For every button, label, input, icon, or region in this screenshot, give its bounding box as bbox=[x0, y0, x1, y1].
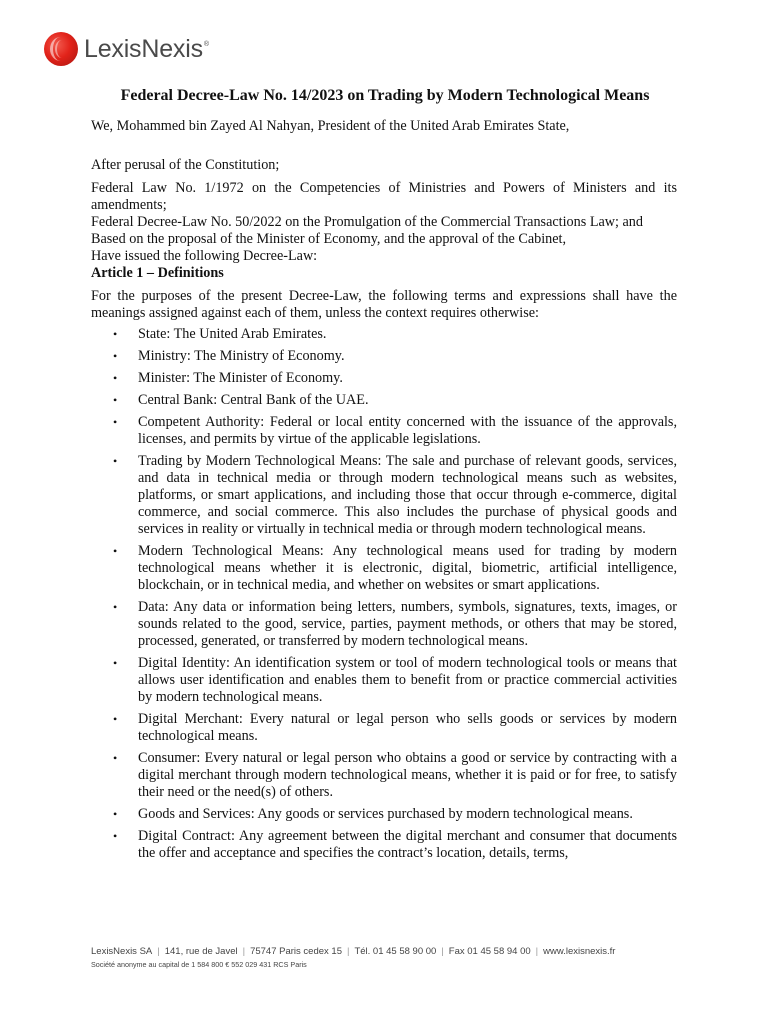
logo-registered-mark: ® bbox=[203, 41, 210, 48]
bullet-icon: • bbox=[113, 751, 118, 765]
definition-text: Modern Technological Means: Any technological means used for trading by modern technological means whether it is electronic, digital, biometric, artificial intelligence, blockchain, or in technical media, and whether on websites or smart applications. bbox=[138, 543, 677, 593]
footer-city: 75747 Paris cedex 15 bbox=[250, 946, 342, 957]
proposal-line: Based on the proposal of the Minister of Economy, and the approval of the Cabinet, bbox=[91, 231, 567, 247]
document-body bbox=[91, 86, 677, 867]
definition-item bbox=[91, 828, 677, 862]
footer-separator: | bbox=[441, 946, 444, 957]
lexisnexis-logo bbox=[44, 31, 209, 67]
definition-item bbox=[91, 392, 677, 409]
footer-separator: | bbox=[242, 946, 246, 957]
issued-line: Have issued the following Decree-Law: bbox=[91, 248, 318, 264]
bullet-icon: • bbox=[113, 829, 118, 843]
definition-item bbox=[91, 543, 677, 594]
definition-text: Digital Contract: Any agreement between the digital merchant and consumer that documents the offer and acceptance and specifies the contract’s location, details, terms, bbox=[138, 828, 677, 861]
definition-text: Goods and Services: Any goods or services purchased by modern technological means. bbox=[138, 806, 633, 822]
preamble: We, Mohammed bin Zayed Al Nahyan, President of the United Arab Emirates State, bbox=[91, 118, 570, 134]
definition-text: Minister: The Minister of Economy. bbox=[138, 370, 343, 386]
bullet-icon: • bbox=[113, 656, 118, 670]
lexisnexis-logo-mark-icon bbox=[44, 32, 78, 66]
definition-item bbox=[91, 414, 677, 448]
bullet-icon: • bbox=[113, 415, 118, 429]
definition-item bbox=[91, 326, 677, 343]
definitions-list bbox=[91, 326, 677, 862]
footer-company: LexisNexis SA bbox=[91, 946, 153, 957]
legal-reference-2: Federal Decree-Law No. 50/2022 on the Promulgation of the Commercial Transactions Law; and bbox=[91, 214, 643, 230]
bullet-icon: • bbox=[113, 712, 118, 726]
bullet-icon: • bbox=[113, 393, 118, 407]
bullet-icon: • bbox=[113, 349, 118, 363]
definition-item bbox=[91, 806, 677, 823]
definition-item bbox=[91, 750, 677, 801]
definition-item bbox=[91, 348, 677, 365]
definition-item bbox=[91, 599, 677, 650]
footer-legal-line: Société anonyme au capital de 1 584 800 € 552 029 431 RCS Paris bbox=[91, 960, 307, 969]
definition-text: Data: Any data or information being letters, numbers, symbols, signatures, texts, images, or sounds related to the good, service, parties, payment methods, or others that may be stored, processed, generated, or transferred by modern technological means. bbox=[138, 599, 677, 649]
footer-address: 141, rue de Javel bbox=[164, 946, 238, 957]
definition-text: Central Bank: Central Bank of the UAE. bbox=[138, 392, 369, 408]
bullet-icon: • bbox=[113, 544, 118, 558]
definition-item bbox=[91, 453, 677, 538]
page-footer bbox=[91, 946, 691, 969]
footer-contact-line bbox=[91, 946, 691, 957]
definition-item bbox=[91, 370, 677, 387]
definition-item bbox=[91, 711, 677, 745]
definition-item bbox=[91, 655, 677, 706]
legal-reference-1: Federal Law No. 1/1972 on the Competencies of Ministries and Powers of Ministers and its amendments; bbox=[91, 180, 677, 213]
document-title: Federal Decree-Law No. 14/2023 on Trading by Modern Technological Means bbox=[120, 87, 650, 104]
footer-website-link[interactable]: www.lexisnexis.fr bbox=[543, 946, 616, 957]
bullet-icon: • bbox=[113, 327, 118, 341]
perusal-line: After perusal of the Constitution; bbox=[91, 157, 280, 173]
bullet-icon: • bbox=[113, 600, 118, 614]
article-1-intro: For the purposes of the present Decree-Law, the following terms and expressions shall have the meanings assigned against each of them, unless the context requires otherwise: bbox=[91, 288, 677, 321]
definition-text: State: The United Arab Emirates. bbox=[138, 326, 327, 342]
definition-text: Digital Identity: An identification system or tool of modern technological tools or means that allows user identification and enables them to benefit from or practice commercial activities by modern technological means. bbox=[138, 655, 677, 705]
footer-fax: Fax 01 45 58 94 00 bbox=[448, 946, 531, 957]
bullet-icon: • bbox=[113, 371, 118, 385]
footer-tel: Tél. 01 45 58 90 00 bbox=[354, 946, 437, 957]
bullet-icon: • bbox=[113, 807, 118, 821]
footer-separator: | bbox=[535, 946, 539, 957]
definition-text: Competent Authority: Federal or local entity concerned with the issuance of the approvals, licenses, and permits by virtue of the applicable legislations. bbox=[138, 414, 677, 447]
definition-text: Digital Merchant: Every natural or legal person who sells goods or services by modern technological means. bbox=[138, 711, 677, 744]
bullet-icon: • bbox=[113, 454, 118, 468]
article-1-heading: Article 1 – Definitions bbox=[91, 265, 224, 281]
definition-text: Trading by Modern Technological Means: The sale and purchase of relevant goods, services, and data in technical media or through modern technological means such as websites, platforms, or smart applications, and including those that occur through e-commerce, digital commerce, and social commerce. This also includes the purchase of physical goods and services in reality or virtually in technical media or through modern technological means. bbox=[138, 453, 677, 537]
footer-separator: | bbox=[346, 946, 350, 957]
definition-text: Ministry: The Ministry of Economy. bbox=[138, 348, 345, 364]
definition-text: Consumer: Every natural or legal person who obtains a good or service by contracting with a digital merchant through modern technological means, whether it is paid or for free, to satisfy their need or the need(s) of others. bbox=[138, 750, 677, 800]
logo-text: LexisNexis bbox=[84, 34, 203, 63]
footer-separator: | bbox=[157, 946, 160, 957]
